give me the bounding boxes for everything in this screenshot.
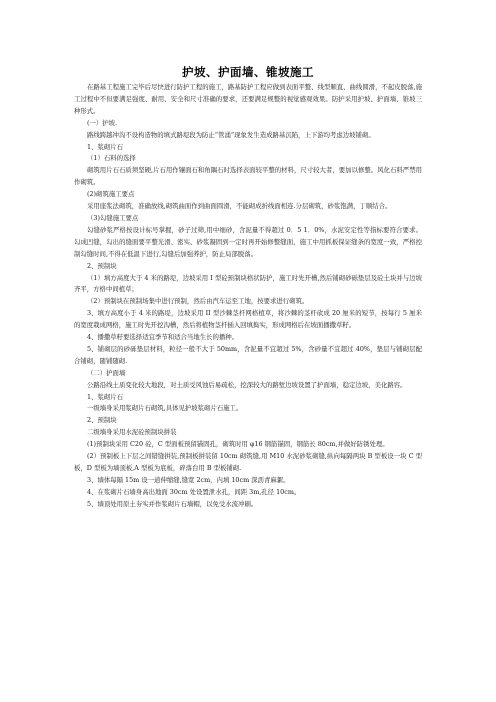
paragraph: 勾缝砂浆严格按设计标号掌握，砂子过筛,用中细砂，含泥量不得超过 0．5 1．0%，水泥安定性等指标要符合要求。勾成凹缝，勾出的缝面要平整光滑、密实、砂浆凝固到一定时再开始修整缝面，施工中用抓板保证缝条的宽度一致，严格控制勾缝时间,不得在低温下进行,勾缝后加强养护，防止局部脱落。 [74, 225, 422, 258]
paragraph: 4、在浆砌片石墙身高出地面 30cm 处设置泄水孔，间距 3m,孔径 10cm。 [87, 487, 301, 496]
paragraph: 一级墙身采用浆砌片石砌筑,具体见护坡浆砌片石施工。 [87, 404, 243, 413]
paragraph: (2)砌筑施工要点 [87, 190, 135, 199]
paragraph: 3、墙体每隔 15m 设一道伸缩缝,缝宽 2cm，内填 10cm 深沥青麻絮。 [87, 475, 290, 484]
paragraph: (2）预制板上下层之间错缝拼装,预制板拼装留 10cm 砌筑缝,用 M10 水泥砂浆砌缝,纵向每隔两块 B 型板设一块 C 型板，D 型板为墙顶板,A 型板为底板，碎落台用 B 型板铺砌. [74, 452, 422, 472]
document-body [74, 82, 422, 511]
paragraph: 二级墙身采用水泥砼预制块拼装 [87, 428, 177, 437]
paragraph: （二）护面墙 [87, 368, 126, 377]
paragraph: 在路基工程施工完毕后尽快进行防护工程的施工，路基防护工程应做到表面平整、线型顺直、曲线圆滑，不起皮脱落,施工过程中不但要满足强度、耐用、安全和尺寸准确的要求，还要满足规整的视觉感观效果。防护采用护坡、护面墙、锥坡三种形式。 [74, 83, 422, 115]
paragraph: 公路沿线土质变化较大地段，对土质受风蚀后易疏松，挖深较大的路堑边坡设置了护面墙，稳定边坡，美化路容。 [87, 380, 407, 389]
paragraph: （2）预制块在预制场集中进行预制，然后由汽车运至工地，按要求进行砌筑。 [87, 297, 309, 306]
paragraph: 1、浆砌片石 [87, 142, 124, 151]
document-title: 护坡、护面墙、锥坡施工 [182, 65, 314, 79]
paragraph: 1、浆砌片石 [87, 392, 124, 401]
paragraph: 2、预制块 [87, 416, 117, 425]
paragraph: （3)勾缝施工要点 [87, 213, 139, 222]
paragraph: (1)预制块采用 C20 砼，C 型面板预留锚固孔，砌筑时用 φ16 钢筋锚固，钢筋长 80cm,并做好防锈处理。 [87, 440, 389, 449]
paragraph: 3、填方高度小于 4 米的路堤，边坡采用 II 型沙棘茎杆网格植草，将沙棘的茎杆砍成 20 厘米的短节，按每行 5 厘米的宽度栽成网格，施工时先开挖沟槽，然后将植物茎杆插入回填捣实，形成网格后在坡面播撒草籽。 [74, 309, 422, 330]
paragraph: 2、预制块 [87, 261, 117, 270]
paragraph: 5、墙顶处用原土夯实并作浆砌片石墙帽，以免受水流冲刷。 [87, 499, 258, 508]
paragraph: 砌筑用片石石质须坚硬,片石用作镶面石和角隅石时选择表面较平整的材料，尺寸较大者，要加以修整。风化石料严禁用作砌筑。 [74, 166, 422, 187]
paragraph: 4、播撒草籽要选择适宜季节和适合当地生长的播种。 [87, 333, 239, 342]
paragraph: （1）填方高度大于 4 米的路堤，边坡采用 I 型砼预制块格状防护，施工时先开槽,然后铺砌砂砾垫层及砼土块并与边坡齐平，方格中间植草； [74, 273, 422, 294]
paragraph: （1）石料的选择 [87, 154, 136, 163]
paragraph: 5、铺砌层的砂砾垫层材料，粒径一般不大于 50mm，含泥量不宜超过 5%，含砂量不宜超过 40%，垫层与铺砌层配合铺砌，随铺随砌. [74, 344, 422, 365]
paragraph: (一）护坡. [87, 118, 118, 127]
paragraph: 路线跨越冲沟不设构造物的填式路堤段为防止“管涌”现象发生造成路基沉陷，上下游均考虑边坡铺砌。 [87, 130, 375, 139]
paragraph: 采用座浆法砌筑，准确放线,砌筑曲面作到曲面圆滑，不能砌成折线面相连.分层砌筑，砂浆饱满，丁顺结合。 [87, 202, 392, 211]
